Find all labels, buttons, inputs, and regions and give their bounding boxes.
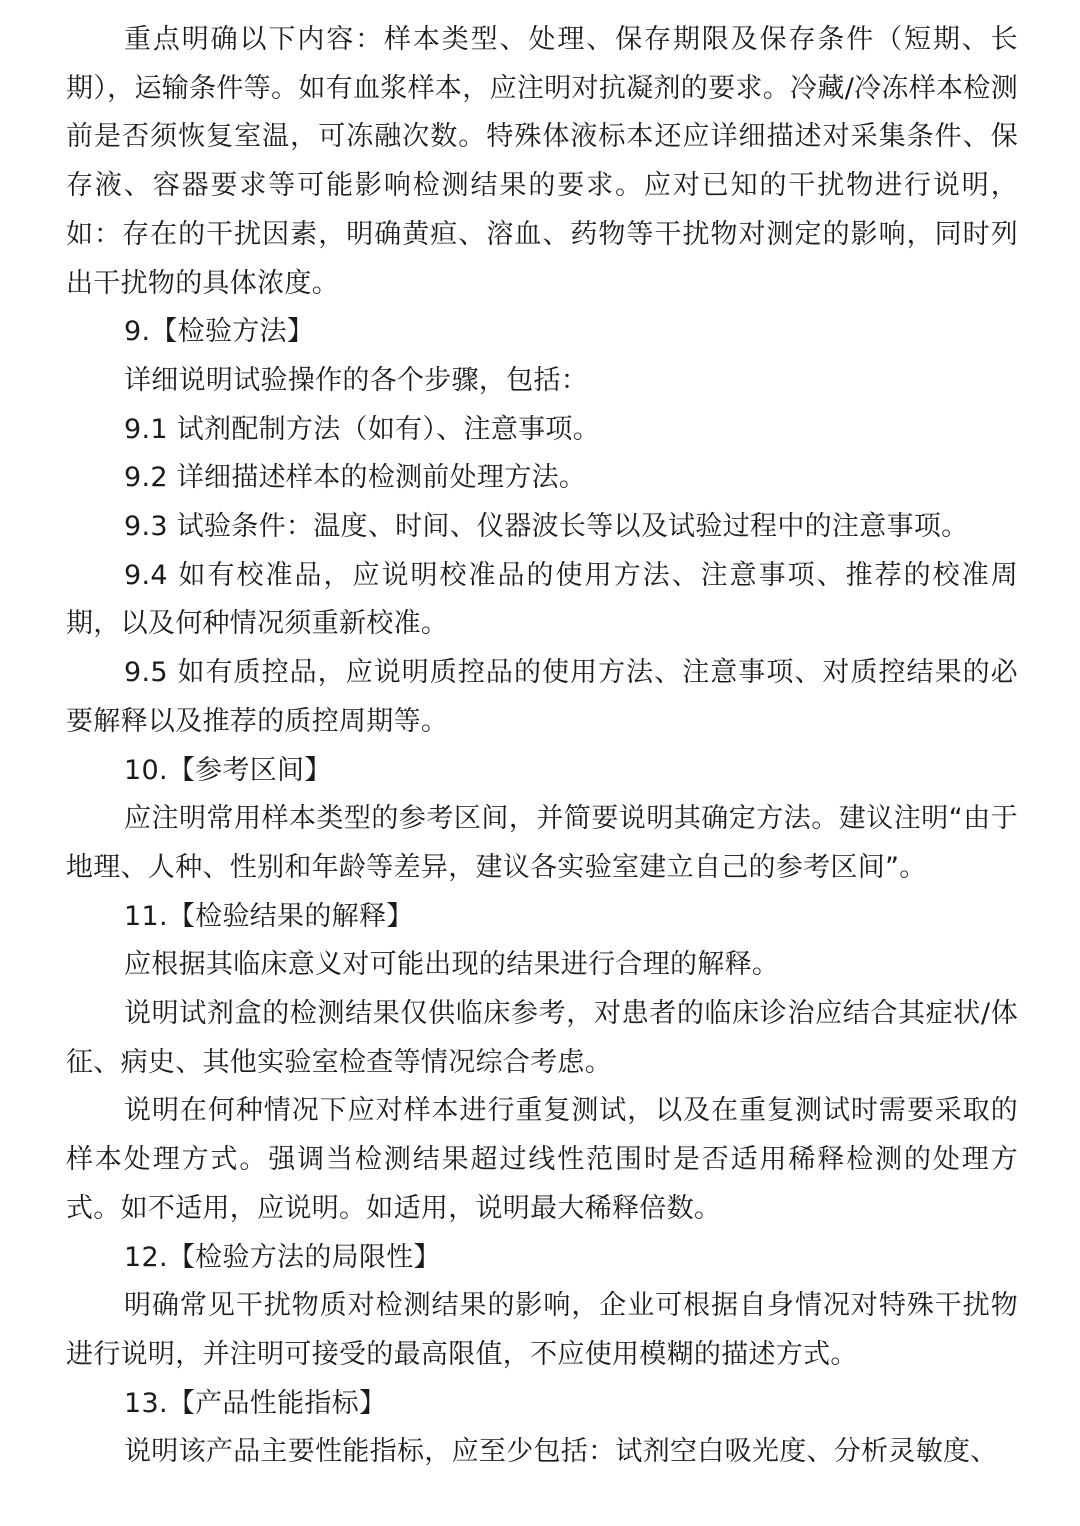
paragraph-reference-interval: 应注明常用样本类型的参考区间，并简要说明其确定方法。建议注明“由于地理、人种、性别和年龄等差异，建议各实验室建立自己的参考区间”。 xyxy=(66,803,1018,883)
paragraph-result-interpretation-1: 应根据其临床意义对可能出现的结果进行合理的解释。 xyxy=(124,949,780,981)
section-heading-performance-indicators: 13.【产品性能指标】 xyxy=(124,1387,387,1419)
paragraph-specimen-requirements: 重点明确以下内容：样本类型、处理、保存期限及保存条件（短期、长期），运输条件等。如有血浆样本，应注明对抗凝剂的要求。冷藏/冷冻样本检测前是否须恢复室温，可冻融次数。特殊体液标本还应详细描述对采集条件、保存液、容器要求等可能影响检测结果的要求。应对已知的干扰物进行说明，如：存在的干扰因素，明确黄疸、溶血、药物等干扰物对测定的影响，同时列出干扰物的具体浓度。 xyxy=(66,24,1018,299)
item-9-2: 9.2 详细描述样本的检测前处理方法。 xyxy=(124,462,587,494)
section-heading-reference-interval: 10.【参考区间】 xyxy=(124,754,332,786)
item-9-5: 9.5 如有质控品，应说明质控品的使用方法、注意事项、对质控结果的必要解释以及推荐的质控周期等。 xyxy=(66,657,1018,737)
section-heading-test-method: 9.【检验方法】 xyxy=(124,316,315,348)
document-body xyxy=(66,16,1018,1477)
section-heading-result-interpretation: 11.【检验结果的解释】 xyxy=(124,900,414,932)
paragraph-test-steps-intro: 详细说明试验操作的各个步骤，包括： xyxy=(124,364,589,396)
paragraph-performance-indicators: 说明该产品主要性能指标，应至少包括：试剂空白吸光度、分析灵敏度、 xyxy=(124,1436,998,1468)
paragraph-result-interpretation-2: 说明试剂盒的检测结果仅供临床参考，对患者的临床诊治应结合其症状/体征、病史、其他实验室检查等情况综合考虑。 xyxy=(66,998,1018,1078)
item-9-4: 9.4 如有校准品，应说明校准品的使用方法、注意事项、推荐的校准周期，以及何种情况须重新校准。 xyxy=(66,559,1018,640)
item-9-1: 9.1 试剂配制方法（如有）、注意事项。 xyxy=(124,413,601,445)
section-heading-method-limitations: 12.【检验方法的局限性】 xyxy=(124,1241,441,1273)
paragraph-result-interpretation-3: 说明在何种情况下应对样本进行重复测试，以及在重复测试时需要采取的样本处理方式。强调当检测结果超过线性范围时是否适用稀释检测的处理方式。如不适用，应说明。如适用，说明最大稀释倍数。 xyxy=(66,1095,1018,1224)
item-9-3: 9.3 试验条件：温度、时间、仪器波长等以及试验过程中的注意事项。 xyxy=(124,511,969,543)
paragraph-method-limitations: 明确常见干扰物质对检测结果的影响，企业可根据自身情况对特殊干扰物进行说明，并注明可接受的最高限值，不应使用模糊的描述方式。 xyxy=(66,1290,1018,1370)
